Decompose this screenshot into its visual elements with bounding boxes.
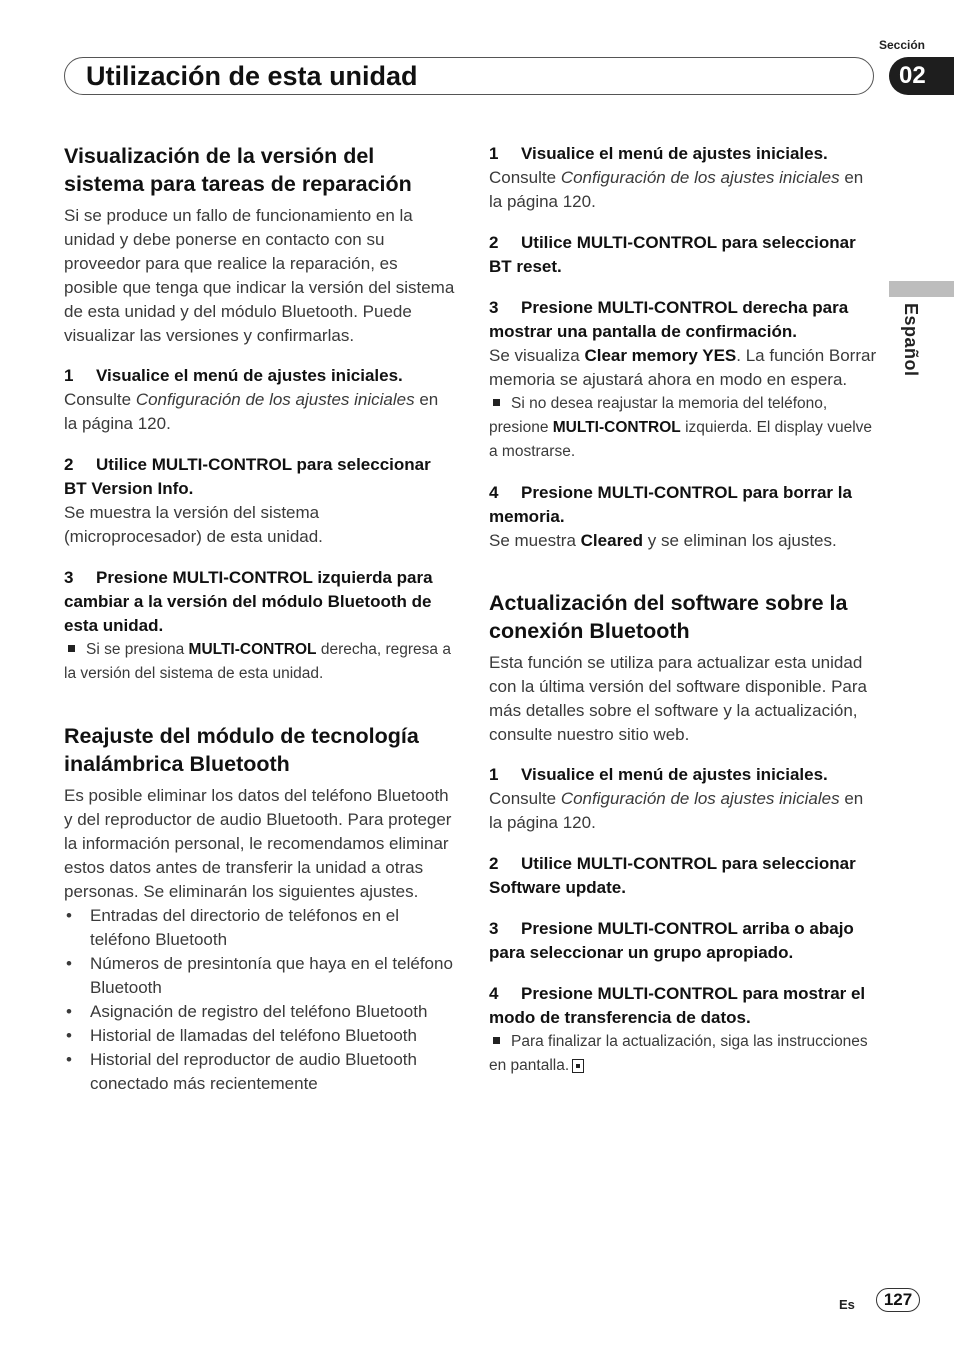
page-number: 127	[876, 1288, 920, 1312]
list-item: • Historial de llamadas del teléfono Bluetooth	[64, 1024, 456, 1048]
step-heading: 2 Utilice MULTI-CONTROL para seleccionar Software update.	[489, 854, 856, 897]
step-body: Consulte Configuración de los ajustes iniciales en la página 120.	[64, 390, 439, 433]
list-item: • Entradas del directorio de teléfonos en el teléfono Bluetooth	[64, 904, 456, 952]
heading-reset: Reajuste del módulo de tecnología inalámbrica Bluetooth	[64, 724, 419, 776]
page-title: Utilización de esta unidad	[86, 61, 418, 91]
language-label: Español	[901, 303, 921, 377]
step-heading: 4 Presione MULTI-CONTROL para mostrar el modo de transferencia de datos.	[489, 984, 866, 1027]
heading-version: Visualización de la versión del sistema para tareas de reparación	[64, 144, 412, 196]
intro-reset: Es posible eliminar los datos del teléfono Bluetooth y del reproductor de audio Bluetooth. Para proteger la información personal, le recomendamos eliminar estos datos antes de transferir la unidad a otras personas. Se eliminarán los siguientes ajustes.	[64, 786, 452, 901]
reset-list	[64, 904, 456, 1096]
step-heading: 3 Presione MULTI-CONTROL izquierda para cambiar a la versión del módulo Bluetooth de esta unidad.	[64, 568, 433, 635]
step-heading: 2 Utilice MULTI-CONTROL para seleccionar BT Version Info.	[64, 455, 431, 498]
note-square-icon	[493, 399, 500, 406]
note-square-icon	[68, 645, 75, 652]
reference-link: Configuración de los ajustes iniciales	[135, 390, 415, 409]
step-body: Se muestra la versión del sistema (microprocesador) de esta unidad.	[64, 503, 323, 546]
left-column	[64, 142, 456, 1096]
step-heading: 1 Visualice el menú de ajustes iniciales.	[489, 765, 828, 784]
list-item: • Asignación de registro del teléfono Bluetooth	[64, 1000, 456, 1024]
intro-version: Si se produce un fallo de funcionamiento en la unidad y debe ponerse en contacto con su proveedor para que realice la reparación, es posible que tenga que indicar la versión del sistema de esta unidad y del módulo Bluetooth. Puede visualizar las versiones y confirmarlas.	[64, 206, 455, 345]
end-mark-icon	[572, 1059, 584, 1073]
language-tab	[889, 281, 954, 297]
step-heading: 1 Visualice el menú de ajustes iniciales.	[64, 366, 403, 385]
right-column	[489, 142, 879, 1078]
heading-software-update: Actualización del software sobre la conexión Bluetooth	[489, 591, 848, 643]
note-square-icon	[493, 1037, 500, 1044]
note: Para finalizar la actualización, siga las instrucciones en pantalla.	[489, 1033, 868, 1074]
reference-link: Configuración de los ajustes iniciales	[560, 789, 840, 808]
reference-link: Configuración de los ajustes iniciales	[560, 168, 840, 187]
step-body: Se visualiza Clear memory YES. La función Borrar memoria se ajustará ahora en modo en espera.	[489, 346, 877, 389]
step-body: Consulte Configuración de los ajustes iniciales en la página 120.	[489, 789, 864, 832]
section-number-badge: 02	[889, 57, 954, 95]
step-heading: 4 Presione MULTI-CONTROL para borrar la memoria.	[489, 483, 852, 526]
list-item: • Historial del reproductor de audio Bluetooth conectado más recientemente	[64, 1048, 456, 1096]
step-body: Consulte Configuración de los ajustes iniciales en la página 120.	[489, 168, 864, 211]
step-heading: 2 Utilice MULTI-CONTROL para seleccionar BT reset.	[489, 233, 856, 276]
step-heading: 3 Presione MULTI-CONTROL derecha para mostrar una pantalla de confirmación.	[489, 298, 849, 341]
step-heading: 3 Presione MULTI-CONTROL arriba o abajo para seleccionar un grupo apropiado.	[489, 919, 854, 962]
note: Si se presiona MULTI-CONTROL derecha, regresa a la versión del sistema de esta unidad.	[64, 641, 451, 682]
section-label: Sección	[878, 38, 926, 52]
step-body: Se muestra Cleared y se eliminan los ajustes.	[489, 531, 837, 550]
note: Si no desea reajustar la memoria del teléfono, presione MULTI-CONTROL izquierda. El display vuelve a mostrarse.	[489, 395, 873, 460]
step-heading: 1 Visualice el menú de ajustes iniciales.	[489, 144, 828, 163]
footer-language-code: Es	[839, 1297, 855, 1312]
list-item: • Números de presintonía que haya en el teléfono Bluetooth	[64, 952, 456, 1000]
intro-software-update: Esta función se utiliza para actualizar esta unidad con la última versión del software disponible. Para más detalles sobre el software y la actualización, consulte nuestro sitio web.	[489, 653, 867, 744]
